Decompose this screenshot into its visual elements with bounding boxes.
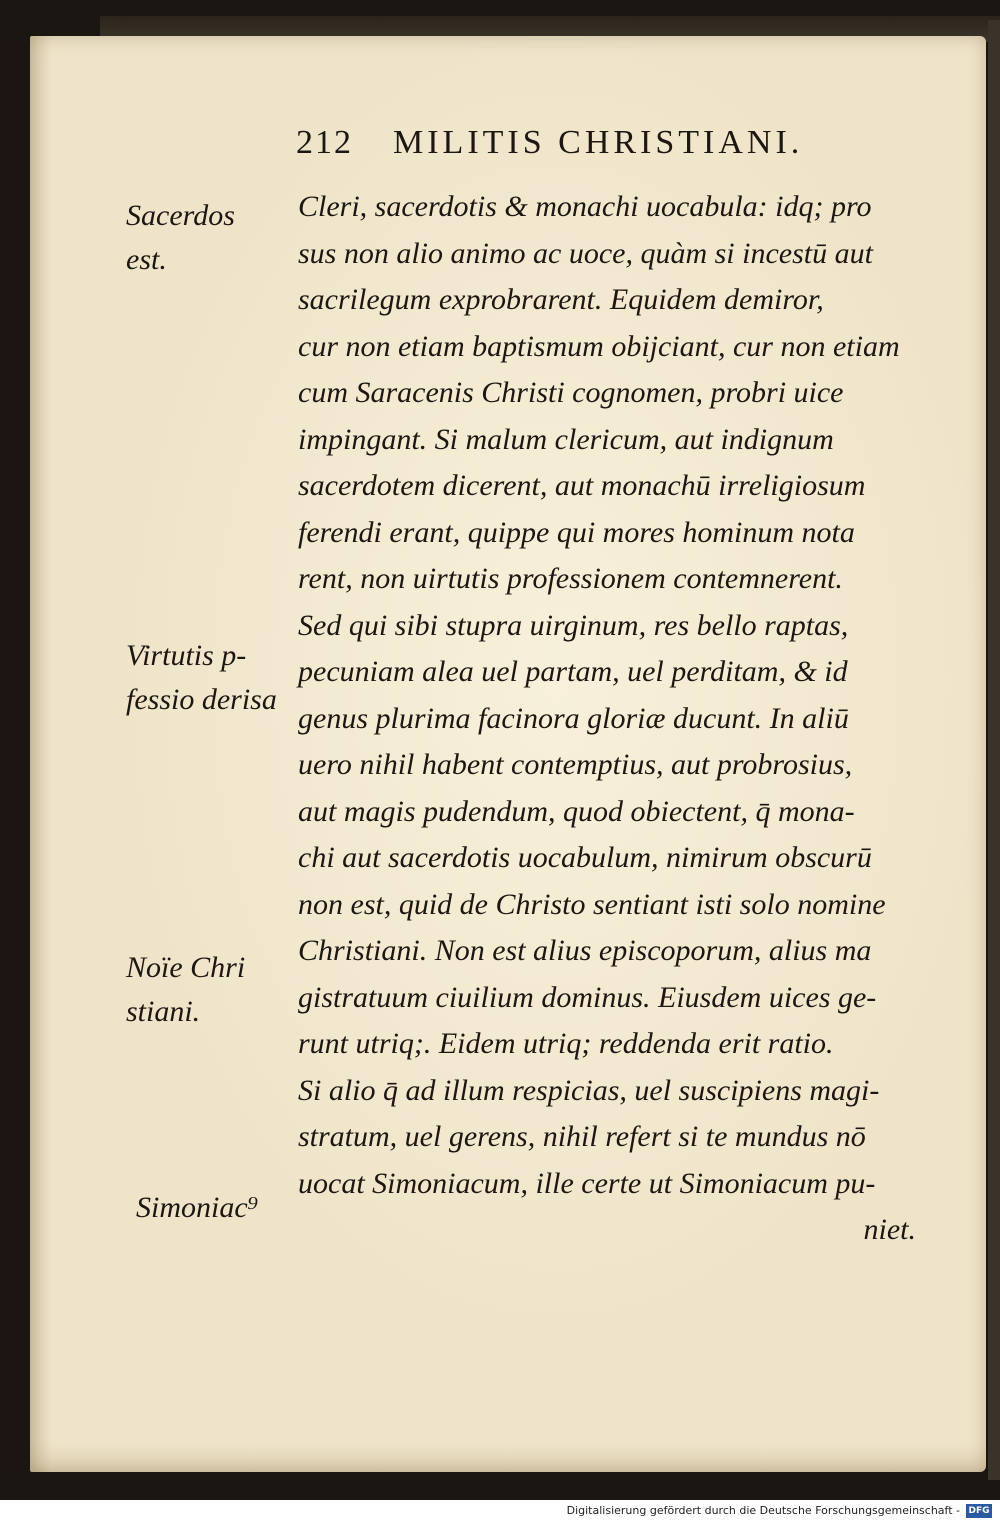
text-line: gistratuum ciuilium dominus. Eiusdem uices ge- — [298, 980, 877, 1014]
text-line: Cleri, sacerdotis & monachi uocabula: idq; pro — [298, 190, 872, 223]
text-line: Christiani. Non est alius episcoporum, alius ma — [298, 934, 872, 967]
text-line: genus plurima facinora gloriæ ducunt. In aliū — [298, 701, 849, 735]
marginal-note-line: Noïe Chri — [126, 951, 246, 984]
book-edge-right — [988, 20, 1000, 1480]
text-line: uero nihil habent contemptius, aut probrosius, — [298, 748, 853, 781]
text-line: sus non alio animo ac uoce, quàm si incestū aut — [298, 236, 873, 270]
text-line: uocat Simoniacum, ille certe ut Simoniacum pu- — [298, 1166, 876, 1200]
marginal-note-virtutis — [126, 634, 291, 722]
running-head-title: MILITIS CHRISTIANI. — [393, 124, 804, 161]
footer-bar — [0, 1500, 1000, 1523]
text-line: runt utriq;. Eidem utriq; reddenda erit ratio. — [298, 1027, 834, 1060]
text-line: niet. — [863, 1213, 916, 1246]
text-line: cur non etiam baptismum obijciant, cur non etiam — [298, 329, 900, 363]
footer-credit: Digitalisierung gefördert durch die Deutsche Forschungsgemeinschaft - — [566, 1504, 960, 1517]
marginal-note-line: Simoniac⁹ — [136, 1191, 259, 1224]
page-number: 212 — [296, 124, 353, 161]
marginal-note-line: fessio derisa — [126, 683, 277, 716]
marginal-note-line: est. — [126, 243, 167, 276]
marginal-note-line: Sacerdos — [126, 199, 235, 232]
marginal-note-nomine-christiani — [126, 946, 291, 1034]
marginal-note-line: Virtutis p- — [126, 639, 247, 672]
text-line: pecuniam alea uel partam, uel perditam, & id — [298, 655, 848, 688]
body-text — [298, 184, 938, 1254]
text-line: cum Saracenis Christi cognomen, probri uice — [298, 376, 844, 409]
running-head — [296, 124, 936, 162]
dfg-logo: DFG — [966, 1504, 992, 1518]
text-line: stratum, uel gerens, nihil refert si te mundus nō — [298, 1120, 866, 1153]
text-line: Si alio q̄ ad illum respicias, uel suscipiens magi- — [298, 1073, 880, 1107]
text-line: impingant. Si malum clericum, aut indignum — [298, 422, 834, 456]
marginal-note-sacerdos — [126, 194, 291, 282]
marginal-note-simoniacus — [136, 1186, 301, 1230]
text-line: ferendi erant, quippe qui mores hominum nota — [298, 515, 855, 549]
text-line: aut magis pudendum, quod obiectent, q̄ mona- — [298, 794, 855, 828]
marginal-note-line: stiani. — [126, 995, 201, 1028]
text-line: chi aut sacerdotis uocabulum, nimirum obscurū — [298, 841, 872, 874]
text-line: sacerdotem dicerent, aut monachū irreligiosum — [298, 469, 866, 502]
text-line: sacrilegum exprobrarent. Equidem demiror, — [298, 283, 824, 316]
text-line: Sed qui sibi stupra uirginum, res bello raptas, — [298, 608, 849, 642]
text-line: rent, non uirtutis professionem contemnerent. — [298, 562, 843, 595]
text-line: non est, quid de Christo sentiant isti solo nomine — [298, 887, 886, 921]
